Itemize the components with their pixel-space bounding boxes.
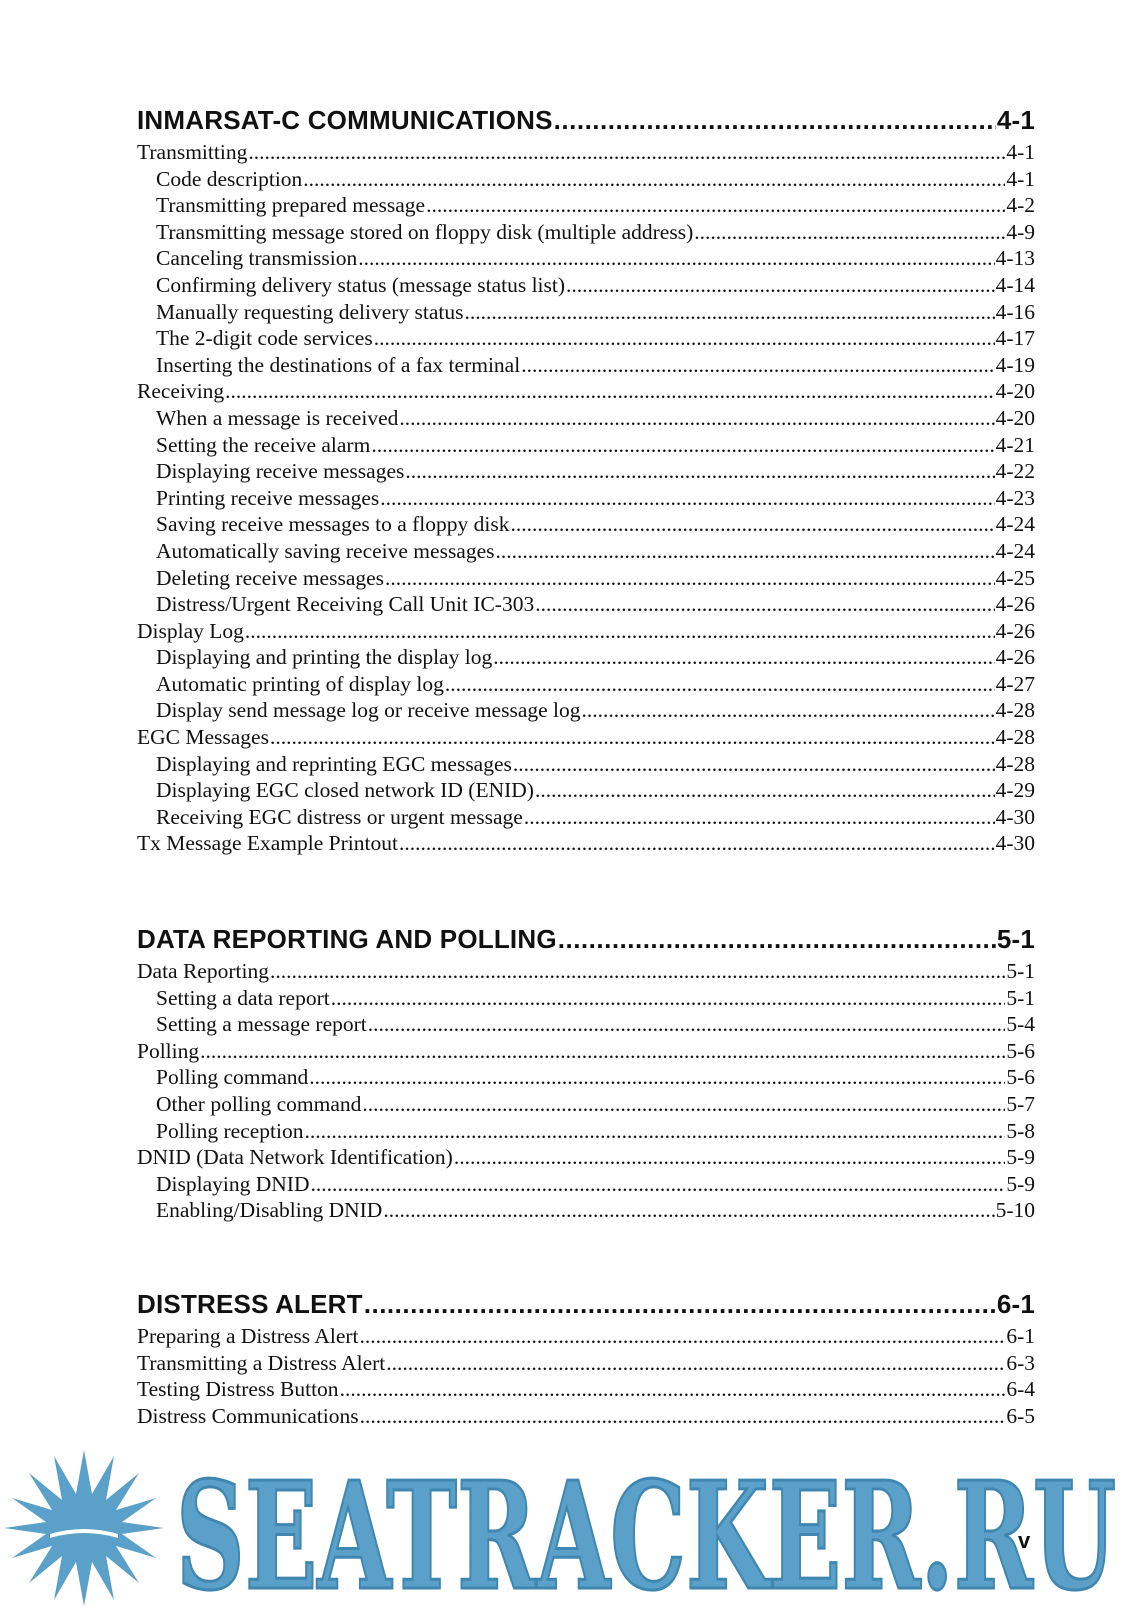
entry-page: 4-1 bbox=[1006, 166, 1035, 191]
toc-entry[interactable] bbox=[137, 1376, 1035, 1403]
entry-title: Enabling/Disabling DNID bbox=[156, 1198, 383, 1223]
toc-entry[interactable] bbox=[137, 1323, 1035, 1350]
toc-subentry[interactable] bbox=[137, 697, 1035, 724]
entry-title: Setting the receive alarm bbox=[156, 432, 371, 457]
toc-section-distress-alert bbox=[137, 1286, 1035, 1429]
entry-page: 6-4 bbox=[1006, 1377, 1035, 1402]
entry-title: Testing Distress Button bbox=[137, 1377, 339, 1402]
dot-leader bbox=[445, 671, 995, 698]
toc-entry[interactable] bbox=[137, 1144, 1035, 1171]
dot-leader bbox=[371, 432, 994, 459]
toc-subentry[interactable] bbox=[137, 1064, 1035, 1091]
toc-entry[interactable] bbox=[137, 958, 1035, 985]
entry-page: 5-9 bbox=[1006, 1171, 1035, 1196]
toc-subentry[interactable] bbox=[137, 671, 1035, 698]
entry-title: Distress/Urgent Receiving Call Unit IC-303 bbox=[156, 592, 535, 617]
entry-title: Transmitting prepared message bbox=[156, 193, 426, 218]
dot-leader bbox=[496, 538, 995, 565]
entry-title: Saving receive messages to a floppy disk bbox=[156, 512, 510, 537]
entry-page: 4-17 bbox=[995, 326, 1035, 351]
toc-subentry[interactable] bbox=[137, 219, 1035, 246]
dot-leader bbox=[331, 985, 1006, 1012]
entry-page: 4-26 bbox=[995, 645, 1035, 670]
entry-title: Receiving EGC distress or urgent message bbox=[156, 804, 523, 829]
dot-leader bbox=[558, 921, 996, 957]
toc-subentry[interactable] bbox=[137, 751, 1035, 778]
dot-leader bbox=[493, 644, 994, 671]
entry-page: 4-29 bbox=[995, 778, 1035, 803]
dot-leader bbox=[694, 219, 1005, 246]
toc-subentry[interactable] bbox=[137, 166, 1035, 193]
dot-leader bbox=[309, 1064, 1005, 1091]
dot-leader bbox=[360, 1323, 1006, 1350]
dot-leader bbox=[521, 352, 994, 379]
entry-title: Deleting receive messages bbox=[156, 565, 385, 590]
entry-page: 6-3 bbox=[1006, 1350, 1035, 1375]
dot-leader bbox=[554, 102, 996, 138]
chapter-heading[interactable] bbox=[137, 102, 1035, 138]
toc-subentry[interactable] bbox=[137, 405, 1035, 432]
entry-page: 4-24 bbox=[995, 512, 1035, 537]
entry-title: When a message is received bbox=[156, 405, 399, 430]
chapter-title: DISTRESS ALERT bbox=[137, 1289, 363, 1319]
toc-subentry[interactable] bbox=[137, 591, 1035, 618]
dot-leader bbox=[270, 958, 1005, 985]
entry-title: Code description bbox=[156, 166, 303, 191]
dot-leader bbox=[225, 378, 994, 405]
entry-title: Setting a message report bbox=[156, 1012, 367, 1037]
chapter-heading[interactable] bbox=[137, 921, 1035, 957]
entry-title: Displaying and printing the display log bbox=[156, 645, 493, 670]
dot-leader bbox=[362, 1091, 1005, 1118]
entry-page: 5-6 bbox=[1006, 1065, 1035, 1090]
entry-page: 4-24 bbox=[995, 538, 1035, 563]
dot-leader bbox=[364, 1286, 996, 1322]
dot-leader bbox=[513, 751, 995, 778]
dot-leader bbox=[340, 1376, 1006, 1403]
entry-page: 4-20 bbox=[995, 379, 1035, 404]
entry-title: Polling command bbox=[156, 1065, 309, 1090]
dot-leader bbox=[510, 511, 994, 538]
entry-page: 4-21 bbox=[995, 432, 1035, 457]
toc-subentry[interactable] bbox=[137, 565, 1035, 592]
toc-subentry[interactable] bbox=[137, 458, 1035, 485]
toc-subentry[interactable] bbox=[137, 985, 1035, 1012]
entry-title: DNID (Data Network Identification) bbox=[137, 1145, 453, 1170]
toc-entry[interactable] bbox=[137, 139, 1035, 166]
entry-page: 4-26 bbox=[995, 592, 1035, 617]
entry-title: Display Log bbox=[137, 618, 244, 643]
entry-title: Transmitting a Distress Alert bbox=[137, 1350, 386, 1375]
entry-title: Data Reporting bbox=[137, 959, 269, 983]
entry-page: 5-10 bbox=[995, 1198, 1035, 1223]
entry-page: 5-4 bbox=[1006, 1012, 1035, 1037]
toc-section-data-reporting bbox=[137, 921, 1035, 1224]
toc-subentry[interactable] bbox=[137, 1197, 1035, 1224]
toc-subentry[interactable] bbox=[137, 245, 1035, 272]
toc-entry[interactable] bbox=[137, 1038, 1035, 1065]
entry-page: 4-30 bbox=[995, 804, 1035, 829]
entry-title: Distress Communications bbox=[137, 1403, 359, 1428]
entry-title: Inserting the destinations of a fax terminal bbox=[156, 352, 521, 377]
toc-subentry[interactable] bbox=[137, 644, 1035, 671]
dot-leader bbox=[535, 777, 995, 804]
dot-leader bbox=[374, 325, 995, 352]
entry-page: 4-28 bbox=[995, 698, 1035, 723]
entry-page: 5-7 bbox=[1006, 1091, 1035, 1116]
toc-subentry[interactable] bbox=[137, 192, 1035, 219]
entry-page: 4-23 bbox=[995, 485, 1035, 510]
entry-page: 4-9 bbox=[1006, 219, 1035, 244]
entry-title: EGC Messages bbox=[137, 725, 269, 750]
toc-subentry[interactable] bbox=[137, 325, 1035, 352]
toc-subentry[interactable] bbox=[137, 299, 1035, 326]
entry-title: Displaying receive messages bbox=[156, 459, 405, 484]
entry-page: 5-8 bbox=[1006, 1118, 1035, 1143]
dot-leader bbox=[270, 724, 995, 751]
entry-page: 4-20 bbox=[995, 405, 1035, 430]
entry-title: Receiving bbox=[137, 379, 225, 404]
dot-leader bbox=[454, 1144, 1006, 1171]
dot-leader bbox=[383, 1197, 994, 1224]
toc-entry[interactable] bbox=[137, 1350, 1035, 1377]
entry-page: 6-1 bbox=[1006, 1324, 1035, 1348]
dot-leader bbox=[245, 618, 995, 645]
entry-page: 4-27 bbox=[995, 671, 1035, 696]
entry-title: Polling reception bbox=[156, 1118, 304, 1143]
dot-leader bbox=[465, 299, 995, 326]
chapter-page: 6-1 bbox=[996, 1289, 1035, 1319]
dot-leader bbox=[248, 139, 1005, 166]
toc-section-inmarsat-c bbox=[137, 102, 1035, 857]
entry-page: 4-28 bbox=[995, 725, 1035, 750]
entry-page: 4-16 bbox=[995, 299, 1035, 324]
watermark-text: SEATRACKER.RU bbox=[176, 1470, 1116, 1600]
entry-title: Displaying EGC closed network ID (ENID) bbox=[156, 778, 534, 803]
entry-page: 4-19 bbox=[995, 352, 1035, 377]
toc-entry[interactable] bbox=[137, 830, 1035, 857]
toc-subentry[interactable] bbox=[137, 1011, 1035, 1038]
dot-leader bbox=[535, 591, 994, 618]
chapter-page: 4-1 bbox=[996, 105, 1035, 135]
dot-leader bbox=[566, 272, 995, 299]
entry-page: 4-2 bbox=[1006, 193, 1035, 218]
page-folio: v bbox=[1018, 1528, 1031, 1553]
dot-leader bbox=[358, 245, 994, 272]
entry-title: Displaying DNID bbox=[156, 1171, 310, 1196]
toc-subentry[interactable] bbox=[137, 538, 1035, 565]
entry-title: Displaying and reprinting EGC messages bbox=[156, 751, 512, 776]
entry-page: 4-30 bbox=[995, 831, 1035, 856]
entry-title: Preparing a Distress Alert bbox=[137, 1324, 359, 1348]
entry-page: 5-1 bbox=[1006, 985, 1035, 1010]
dot-leader bbox=[303, 166, 1005, 193]
toc-entry[interactable] bbox=[137, 1403, 1035, 1430]
toc-subentry[interactable] bbox=[137, 777, 1035, 804]
dot-leader bbox=[360, 1403, 1006, 1430]
entry-page: 4-1 bbox=[1006, 140, 1035, 164]
dot-leader bbox=[200, 1038, 1005, 1065]
toc-subentry[interactable] bbox=[137, 485, 1035, 512]
dot-leader bbox=[368, 1011, 1006, 1038]
entry-title: Automatically saving receive messages bbox=[156, 538, 495, 563]
entry-title: Tx Message Example Printout bbox=[137, 831, 398, 856]
entry-page: 4-14 bbox=[995, 272, 1035, 297]
toc-subentry[interactable] bbox=[137, 272, 1035, 299]
entry-title: Other polling command bbox=[156, 1091, 362, 1116]
chapter-title: INMARSAT-C COMMUNICATIONS bbox=[137, 105, 553, 135]
toc-subentry[interactable] bbox=[137, 804, 1035, 831]
entry-page: 5-1 bbox=[1006, 959, 1035, 983]
dot-leader bbox=[310, 1171, 1005, 1198]
toc-subentry[interactable] bbox=[137, 1091, 1035, 1118]
entry-title: Transmitting bbox=[137, 140, 248, 164]
toc-subentry[interactable] bbox=[137, 511, 1035, 538]
entry-page: 5-9 bbox=[1006, 1145, 1035, 1170]
entry-title: Printing receive messages bbox=[156, 485, 380, 510]
toc-entry[interactable] bbox=[137, 378, 1035, 405]
dot-leader bbox=[380, 485, 994, 512]
entry-title: Setting a data report bbox=[156, 985, 330, 1010]
entry-page: 4-26 bbox=[995, 618, 1035, 643]
dot-leader bbox=[385, 565, 995, 592]
dot-leader bbox=[399, 830, 995, 857]
entry-page: 4-22 bbox=[995, 459, 1035, 484]
entry-title: The 2-digit code services bbox=[156, 326, 373, 351]
entry-title: Transmitting message stored on floppy disk (multiple address) bbox=[156, 219, 694, 244]
entry-title: Display send message log or receive message log bbox=[156, 698, 581, 723]
dot-leader bbox=[524, 804, 995, 831]
dot-leader bbox=[386, 1350, 1005, 1377]
dot-leader bbox=[305, 1118, 1006, 1145]
chapter-heading[interactable] bbox=[137, 1286, 1035, 1322]
entry-title: Automatic printing of display log bbox=[156, 671, 444, 696]
watermark-brand bbox=[176, 1470, 1134, 1600]
entry-title: Polling bbox=[137, 1038, 200, 1063]
toc-subentry[interactable] bbox=[137, 352, 1035, 379]
entry-page: 4-13 bbox=[995, 246, 1035, 271]
toc-entry[interactable] bbox=[137, 618, 1035, 645]
dot-leader bbox=[399, 405, 994, 432]
chapter-title: DATA REPORTING AND POLLING bbox=[137, 924, 557, 954]
toc-subentry[interactable] bbox=[137, 1171, 1035, 1198]
entry-title: Manually requesting delivery status bbox=[156, 299, 464, 324]
dot-leader bbox=[426, 192, 1005, 219]
dot-leader bbox=[405, 458, 994, 485]
entry-title: Confirming delivery status (message status list) bbox=[156, 272, 566, 297]
toc-subentry[interactable] bbox=[137, 432, 1035, 459]
toc-entry[interactable] bbox=[137, 724, 1035, 751]
entry-page: 4-25 bbox=[995, 565, 1035, 590]
chapter-page: 5-1 bbox=[996, 924, 1035, 954]
entry-page: 4-28 bbox=[995, 751, 1035, 776]
toc-subentry[interactable] bbox=[137, 1118, 1035, 1145]
entry-page: 6-5 bbox=[1006, 1403, 1035, 1428]
entry-page: 5-6 bbox=[1006, 1038, 1035, 1063]
entry-title: Canceling transmission bbox=[156, 246, 358, 271]
dot-leader bbox=[582, 697, 995, 724]
